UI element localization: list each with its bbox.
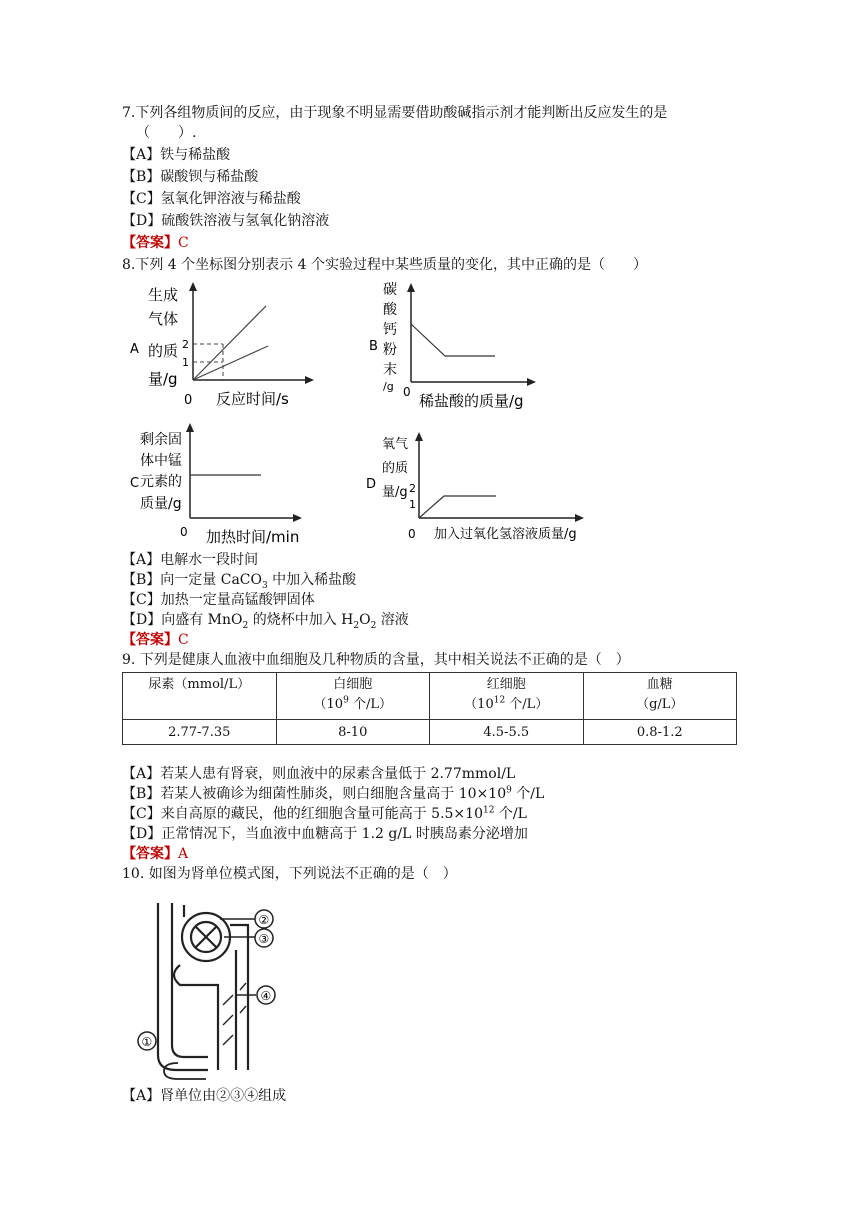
q7-option-a: 【A】铁与稀盐酸: [122, 147, 231, 163]
q7-option-c: 【C】氢氧化钾溶液与稀盐酸: [122, 191, 301, 207]
q9-stem: 9. 下列是健康人血液中血细胞及几种物质的含量，其中相关说法不正确的是（ ）: [122, 652, 630, 668]
graph-b-y-arrow: [407, 283, 415, 292]
label-1: ①: [141, 1035, 153, 1049]
graph-c-origin: 0: [180, 525, 188, 539]
graph-b-origin: 0: [403, 385, 411, 399]
graph-c-ylabel-3: 元素的: [140, 474, 182, 490]
graph-d-x-arrow: [575, 514, 584, 522]
graph-b-ylabel-3: 钙: [383, 322, 397, 338]
graph-b-ylabel-1: 碳: [383, 282, 397, 298]
graph-b-xlabel: 稀盐酸的质量/g: [419, 392, 524, 410]
q8-answer: 【答案】C: [122, 632, 189, 648]
graph-c-ylabel-2: 体中锰: [140, 453, 182, 469]
graph-a-x-arrow: [305, 376, 314, 384]
q7-stem-continuation: （ ）.: [136, 125, 197, 141]
q9-cell-rbc: 4.5-5.5: [430, 720, 584, 745]
q9-header-rbc: 红细胞 （$10^{12}$ 个/L）: [430, 673, 584, 720]
graph-c-x-arrow: [293, 514, 302, 522]
q8-option-a: 【A】电解水一段时间: [122, 552, 259, 568]
nephron-tubule-1: [174, 965, 218, 1070]
q9-header-wbc: 白细胞 （$10^9$ 个/L）: [276, 673, 430, 720]
q9-answer: 【答案】A: [122, 846, 189, 862]
graph-d-xlabel: 加入过氧化氢溶液质量/g: [434, 527, 577, 542]
graph-b-letter: B: [369, 339, 378, 354]
q7-answer: 【答案】C: [122, 235, 189, 251]
graph-a-y-arrow: [189, 282, 197, 291]
q9-option-d: 【D】正常情况下，当血液中血糖高于 1.2 g/L 时胰岛素分泌增加: [122, 826, 528, 842]
q9-table: [122, 672, 737, 745]
graph-c-xlabel: 加热时间/min: [206, 528, 300, 546]
q8-graph-b: [365, 278, 540, 413]
graph-a-line-upper: [193, 306, 266, 380]
graph-b-ylabel-5: 末: [383, 362, 397, 378]
graph-a-ylabel-3: 的质: [148, 342, 179, 360]
graph-c-ylabel-1: 剩余固: [140, 432, 182, 448]
graph-c-ylabel-4: 质量/g: [140, 496, 182, 512]
graph-d-origin: 0: [408, 527, 416, 541]
graph-d-curve: [419, 496, 496, 518]
graph-a-ylabel-4: 量/g: [148, 370, 178, 388]
q9-cell-glucose: 0.8-1.2: [583, 720, 737, 745]
q10-option-a: 【A】肾单位由②③④组成: [122, 1088, 287, 1104]
graph-b-curve: [411, 324, 495, 356]
graph-d-tick-1: 1: [409, 498, 416, 511]
graph-c-y-arrow: [186, 423, 194, 432]
q7-option-b: 【B】碳酸钡与稀盐酸: [122, 169, 259, 185]
q7-option-d: 【D】硫酸铁溶液与氢氧化钠溶液: [122, 213, 330, 229]
graph-a-line-lower: [193, 346, 268, 380]
label-3: ③: [258, 932, 270, 946]
graph-a-tick-2: 2: [182, 338, 189, 351]
graph-d-ylabel-2: 的质: [382, 461, 409, 476]
graph-a-ylabel-2: 气体: [148, 310, 179, 328]
graph-b-ylabel-6: /g: [383, 380, 394, 393]
graph-b-ylabel-4: 粉: [383, 342, 397, 358]
q8-stem: 8.下列 4 个坐标图分别表示 4 个实验过程中某些质量的变化，其中正确的是（ ）: [122, 257, 647, 273]
q9-table-header-row: [123, 673, 737, 720]
graph-d-letter: D: [366, 477, 377, 492]
graph-a-tick-1: 1: [182, 356, 189, 369]
graph-d-ylabel-3: 量/g: [382, 485, 408, 500]
q9-option-a: 【A】若某人患有肾衰，则血液中的尿素含量低于 2.77mmol/L: [122, 766, 516, 782]
q10-stem: 10. 如图为肾单位模式图，下列说法不正确的是（ ）: [122, 866, 457, 882]
q9-option-b: 【B】若某人被确诊为细菌性肺炎，则白细胞含量高于 $10\times 10^9$ 个/L: [122, 785, 545, 802]
q7-stem: 7.下列各组物质间的反应，由于现象不明显需要借助酸碱指示剂才能判断出反应发生的是: [122, 105, 668, 121]
label-2: ②: [258, 913, 270, 927]
nephron-tubule-2: [230, 925, 248, 1070]
q8-graph-d: [364, 428, 589, 546]
q9-header-urea: 尿素（mmol/L）: [123, 673, 277, 720]
graph-a-xlabel: 反应时间/s: [216, 390, 289, 408]
q8-option-b: 【B】向一定量 CaCO$_3$ 中加入稀盐酸: [122, 572, 357, 591]
graph-d-tick-2: 2: [409, 482, 416, 495]
nephron-glomerulus-cross: [196, 927, 216, 947]
q9-table-row: [123, 720, 737, 745]
graph-a-ylabel-1: 生成: [148, 286, 179, 304]
graph-b-x-arrow: [527, 378, 536, 386]
q8-option-c: 【C】加热一定量高锰酸钾固体: [122, 592, 315, 608]
q9-header-glucose: 血糖 （g/L）: [583, 673, 737, 720]
label-4: ④: [260, 989, 272, 1003]
q8-graph-a: [118, 278, 318, 413]
graph-d-y-arrow: [415, 432, 423, 441]
graph-a-letter: A: [130, 342, 139, 357]
q9-option-c: 【C】来自高原的藏民，他的红细胞含量可能高于 $5.5\times 10^{12}$ 个/L: [122, 805, 527, 822]
q9-cell-urea: 2.77-7.35: [123, 720, 277, 745]
graph-c-letter: C: [130, 476, 140, 491]
q10-nephron-diagram: [128, 895, 288, 1080]
q8-option-d: 【D】向盛有 MnO$_2$ 的烧杯中加入 $H_2O_2$ 溶液: [122, 612, 409, 631]
graph-d-ylabel-1: 氧气: [382, 437, 409, 452]
graph-a-origin: 0: [184, 393, 193, 408]
nephron-inner-left: [172, 903, 208, 1057]
q9-cell-wbc: 8-10: [276, 720, 430, 745]
graph-b-ylabel-2: 酸: [383, 302, 397, 318]
q8-graph-c: [128, 418, 308, 548]
